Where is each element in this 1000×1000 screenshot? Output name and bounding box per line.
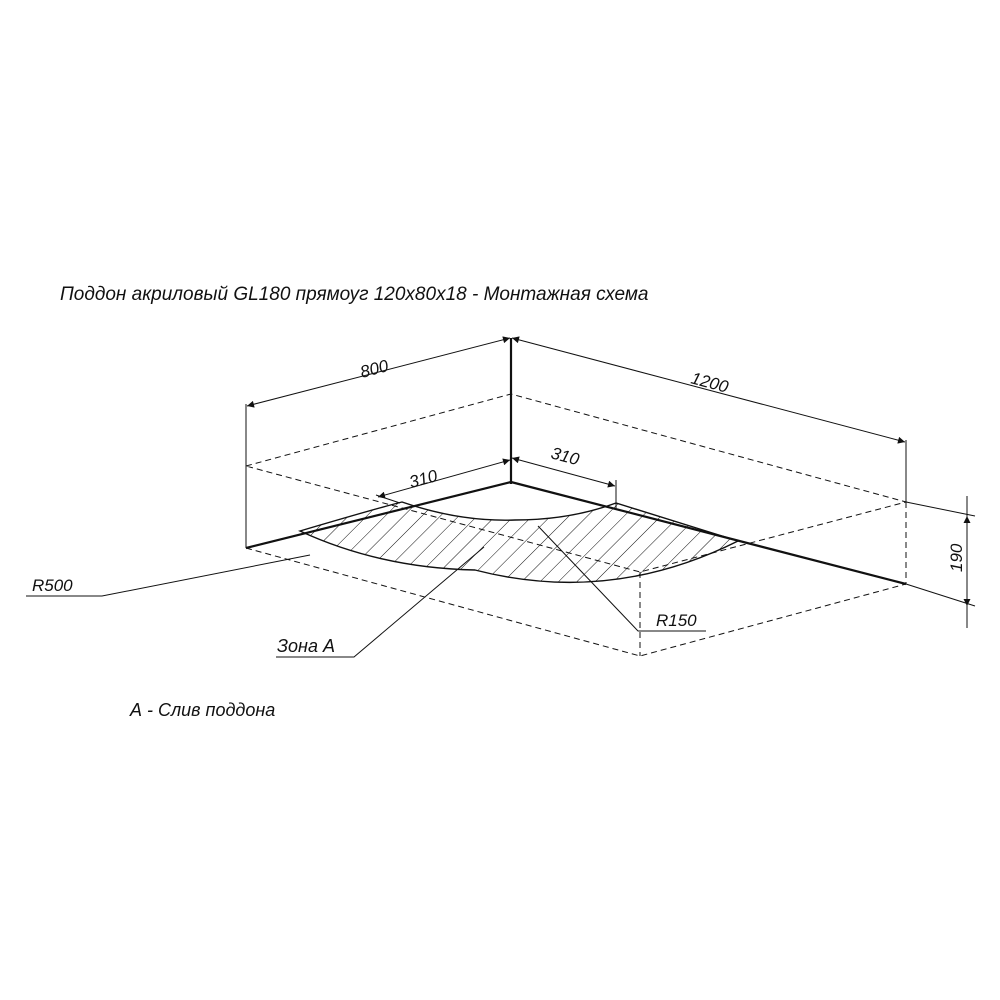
dimension-310-right: 310 [548,443,582,470]
dimension-1200: 1200 [688,368,731,397]
diagram-title: Поддон акриловый GL180 прямоуг 120х80х18 - Монтажная схема [60,284,649,305]
dimension-lines [247,338,967,628]
dimension-800: 800 [358,356,391,382]
dimension-310-left: 310 [407,466,440,492]
label-r150: R150 [656,611,697,630]
label-zone-a: Зона А [277,636,335,656]
label-r500: R500 [32,576,73,595]
dimension-190: 190 [947,543,966,572]
legend-drain: А - Слив поддона [130,700,276,720]
drain-zone-hatched [300,502,738,582]
